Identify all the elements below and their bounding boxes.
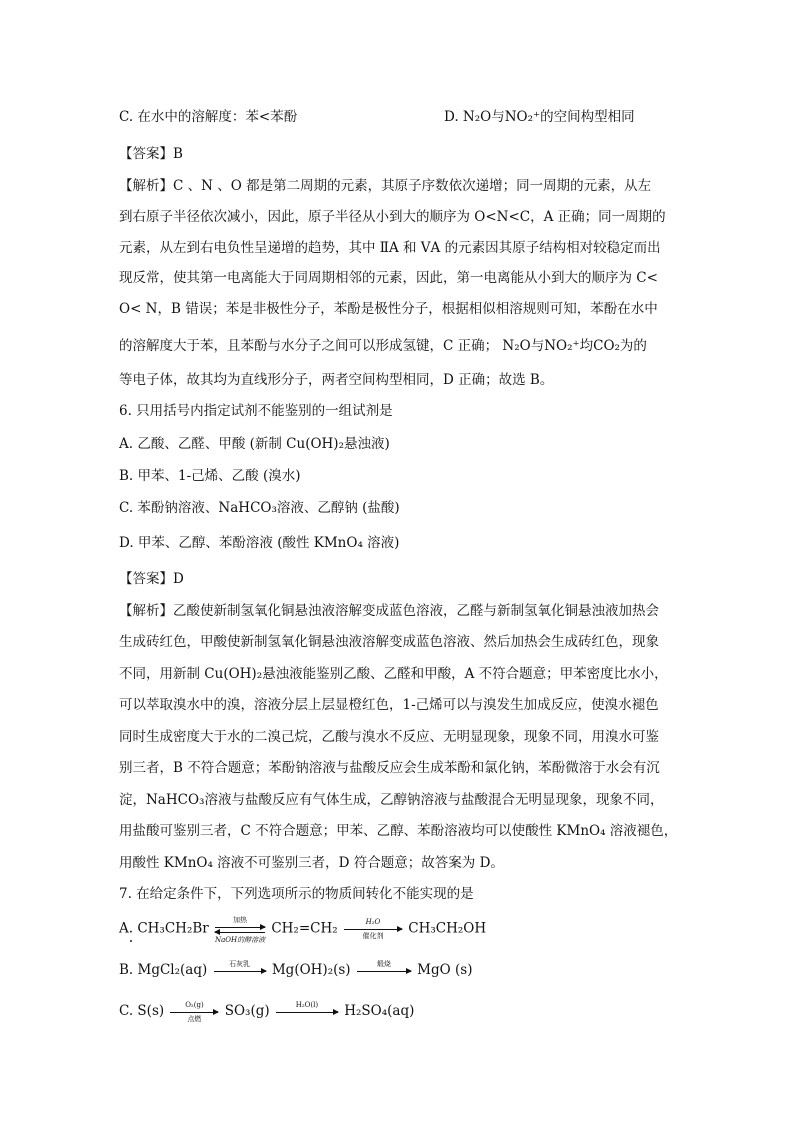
q7-a-reactant: A. CH₃CH₂Br (119, 920, 209, 937)
q7-a-arrow2 (344, 918, 402, 940)
q7-option-c (119, 1001, 414, 1021)
right-arrow-icon (357, 971, 411, 972)
q6-option-c: C. 苯酚钠溶液、NaHCO₃溶液、乙醇钠 (盐酸) (119, 500, 400, 516)
q7-b-product: MgO (s) (417, 962, 473, 978)
q7-a-product: CH₃CH₂OH (408, 920, 487, 937)
q7-b-arrow1 (214, 959, 266, 972)
q7-c-arrow1-condition-top: O₂(g) (185, 1000, 204, 1009)
q7-b-reactant: B. MgCl₂(aq) (119, 962, 208, 978)
q7-c-arrow1 (170, 1000, 218, 1023)
q5-explanation-line-6: 的溶解度大于苯，且苯酚与水分子之间可以形成氢键，C 正确； N₂O与NO₂⁺均CO₂为的 (119, 338, 647, 354)
q6-option-d: D. 甲苯、乙醇、苯酚溶液 (酸性 KMnO₄ 溶液) (119, 535, 400, 551)
q7-c-arrow2-condition: H₂O(l) (295, 1000, 319, 1009)
q7-a-arrow1-condition-bottom: NaOH的醇溶液 (214, 936, 266, 944)
q6-explanation-line-4: 可以萃取溴水中的溴，溶液分层上层显橙红色，1-己烯可以与溴发生加成反应，使溴水褪色 (119, 697, 659, 713)
q6-stem: 6. 只用括号内指定试剂不能鉴别的一组试剂是 (119, 403, 393, 419)
q5-option-d: D. N₂O与NO₂⁺的空间构型相同 (444, 109, 635, 125)
q6-explanation-line-1: 【解析】乙酸使新制氢氧化铜悬浊液溶解变成蓝色溶液，乙醛与新制氢氧化铜悬浊液加热会 (119, 603, 659, 619)
q7-b-arrow2-condition: 煅烧 (376, 959, 391, 968)
q5-option-c (119, 107, 297, 127)
q7-a-arrow2-condition-bottom: 催化剂 (362, 932, 384, 940)
q7-c-product: H₂SO₄(aq) (344, 1003, 415, 1019)
q7-b-arrow2 (357, 959, 411, 972)
q6-option-a: A. 乙酸、乙醛、甲酸 (新制 Cu(OH)₂悬浊液) (119, 436, 390, 452)
q7-c-arrow1-condition-bottom: 点燃 (187, 1014, 202, 1023)
q7-b-intermediate: Mg(OH)₂(s) (271, 962, 351, 978)
q6-explanation-line-2: 生成砖红色，甲酸使新制氢氧化铜悬浊液溶解变成蓝色溶液、然后加热会生成砖红色，现象 (119, 634, 659, 650)
backward-arrow-icon (215, 932, 265, 933)
q5-explanation-line-1: 【解析】C 、N 、O 都是第二周期的元素，其原子序数依次递增；同一周期的元素，从左 (119, 178, 652, 194)
q5-explanation-line-3: 元素，从左到右电负性呈递增的趋势，其中 ⅡA 和 ⅤA 的元素因其原子结构相对较稳定而出 (119, 240, 661, 256)
right-arrow-icon (214, 971, 266, 972)
q6-option-b: B. 甲苯、1-己烯、乙酸 (溴水) (119, 468, 301, 484)
q5-answer: 【答案】B (119, 146, 183, 162)
q7-option-a (119, 916, 487, 944)
q6-explanation-line-5: 同时生成密度大于水的二溴己烷，乙酸与溴水不反应、无明显现象，现象不同，用溴水可鉴 (119, 729, 659, 745)
q5-option-c-text: C. 在水中的溶解度：苯<苯酚 (119, 109, 298, 125)
q7-a-arrow2-condition-top: H₂O (365, 918, 381, 926)
q5-explanation-line-7: 等电子体，故其均为直线形分子，两者空间构型相同，D 正确；故选 B。 (119, 372, 554, 388)
q7-b-arrow1-condition: 石灰乳 (229, 959, 251, 968)
forward-arrow-icon (215, 927, 265, 928)
q7-c-arrow2 (276, 1000, 338, 1013)
right-arrow-icon (276, 1012, 338, 1013)
q6-explanation-line-8: 用盐酸可鉴别三者，C 不符合题意；甲苯、乙醇、苯酚溶液均可以使酸性 KMnO₄ 溶液褪色， (119, 823, 678, 839)
q7-c-reactant: C. S(s) (119, 1003, 165, 1019)
right-arrow-icon (170, 1012, 218, 1013)
q7-a-reversible-arrow (213, 916, 267, 944)
q6-explanation-line-9: 用酸性 KMnO₄ 溶液不可鉴别三者，D 符合题意；故答案为 D。 (119, 855, 504, 871)
q6-explanation-line-3: 不同，用新制 Cu(OH)₂悬浊液能鉴别乙酸、乙醛和甲酸，A 不符合题意；甲苯密度比水小， (119, 666, 668, 682)
q7-a-intermediate: CH₂=CH₂ (271, 920, 338, 937)
q5-explanation-line-4: 现反常，使其第一电离能大于同周期相邻的元素，因此，第一电离能从小到大的顺序为 C< (119, 270, 658, 286)
q7-stem: 7. 在给定条件下，下列选项所示的物质间转化不能实现的是 (119, 886, 474, 902)
stray-dot (130, 940, 132, 942)
q5-explanation-line-5: O< N，B 错误；苯是非极性分子，苯酚是极性分子，根据相似相溶规则可知，苯酚在水中 (119, 301, 658, 317)
q5-explanation-line-2: 到右原子半径依次减小，因此，原子半径从小到大的顺序为 O<N<C，A 正确；同一周期的 (119, 209, 666, 225)
q6-answer: 【答案】D (119, 571, 184, 587)
q7-c-intermediate: SO₃(g) (224, 1003, 270, 1019)
q7-a-arrow1-condition-top: 加热 (233, 916, 248, 924)
q6-explanation-line-6: 别三者，B 不符合题意；苯酚钠溶液与盐酸反应会生成苯酚和氯化钠，苯酚微溶于水会有沉 (119, 760, 660, 776)
q7-option-b (119, 960, 472, 980)
right-arrow-icon (344, 929, 402, 930)
q6-explanation-line-7: 淀，NaHCO₃溶液与盐酸反应有气体生成，乙醇钠溶液与盐酸混合无明显现象，现象不同， (119, 792, 664, 808)
